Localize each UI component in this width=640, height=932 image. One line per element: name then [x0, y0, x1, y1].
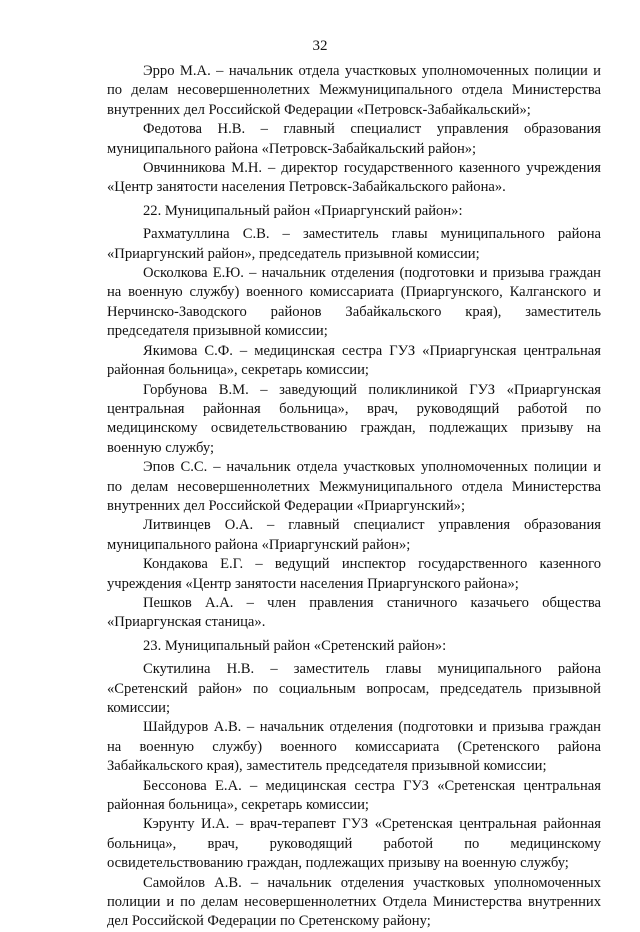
section-heading-23: 23. Муниципальный район «Сретенский район»: [143, 637, 447, 654]
paragraph-ovchinnikova: Овчинникова М.Н. – директор государственного казенного учреждения «Центр занятости населения Петровск-Забайкальского района». [107, 160, 601, 196]
paragraph-kerunt: Кэрунту И.А. – врач-терапевт ГУЗ «Сретенская центральная районная больница», врач, руководящий работой по медицинскому освидетельствованию граждан, подлежащих призыву на военную службу; [107, 816, 601, 872]
paragraph-oskolkova: Осколкова Е.Ю. – начальник отделения (подготовки и призыва граждан на военную службу) военного комиссариата (Приаргунского, Калганского и Нерчинско-Заводского районов Забайкальского края), заместитель председателя призывной комиссии; [107, 265, 601, 340]
paragraph-bessonova: Бессонова Е.А. – медицинская сестра ГУЗ «Сретенская центральная районная больница», секретарь комиссии; [107, 777, 601, 814]
paragraph-erro: Эрро М.А. – начальник отдела участковых уполномоченных полиции и по делам несовершеннолетних Межмуниципального отдела Министерства внутренних дел Российской Федерации «Петровск-Забайкальский»; [107, 63, 601, 118]
paragraph-peshkov: Пешков А.А. – член правления станичного казачьего общества «Приаргунская станица». [107, 594, 601, 631]
paragraph-litvintsev: Литвинцев О.А. – главный специалист управления образования муниципального района «Приаргунский район»; [107, 517, 601, 553]
paragraph-fedotova: Федотова Н.В. – главный специалист управления образования муниципального района «Петровск-Забайкальский район»; [107, 121, 601, 157]
paragraph-shaidurov: Шайдуров А.В. – начальник отделения (подготовки и призыва граждан на военную службу) военного комиссариата (Сретенского района Забайкальского края), заместитель председателя призывной комиссии; [107, 719, 601, 775]
paragraph-samoilov: Самойлов А.В. – начальник отделения участковых уполномоченных полиции и по делам несовершеннолетних Отдела Министерства внутренних дел Российской Федерации по Сретенскому району; [107, 874, 601, 930]
paragraph-rakhmatullina: Рахматуллина С.В. – заместитель главы муниципального района «Приаргунский район», председатель призывной комиссии; [107, 226, 601, 262]
paragraph-yakimova: Якимова С.Ф. – медицинская сестра ГУЗ «Приаргунская центральная районная больница», секретарь комиссии; [107, 342, 601, 379]
paragraph-kondakova: Кондакова Е.Г. – ведущий инспектор государственного казенного учреждения «Центр занятости населения Приаргунского района»; [107, 556, 601, 592]
page-number: 32 [312, 38, 328, 54]
paragraph-epov: Эпов С.С. – начальник отдела участковых уполномоченных полиции и по делам несовершеннолетних Межмуниципального отдела Министерства внутренних дел Российской Федерации «Приаргунский»; [107, 459, 601, 514]
section-heading-22: 22. Муниципальный район «Приаргунский район»: [143, 202, 463, 219]
paragraph-gorbunova: Горбунова В.М. – заведующий поликлиникой ГУЗ «Приаргунская центральная районная больница», врач, руководящий работой по медицинскому освидетельствованию граждан, подлежащих призыву на военную службу; [107, 381, 601, 456]
paragraph-skutilina: Скутилина Н.В. – заместитель главы муниципального района «Сретенский район» по социальным вопросам, председатель призывной комиссии; [107, 661, 601, 716]
document-body [107, 62, 601, 932]
